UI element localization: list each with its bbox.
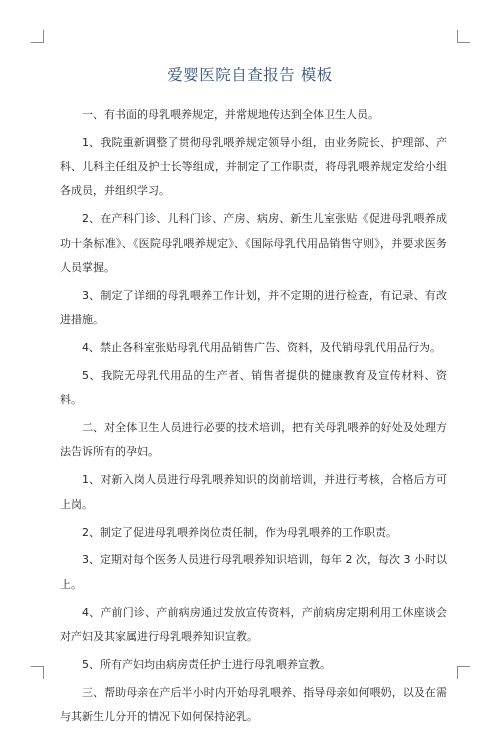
section-3-heading: 三、帮助母亲在产后半小时内开始母乳喂养、指导母亲如何喂奶，以及在需与其新生儿分开的情况下如何保持泌乳。 (60, 685, 447, 723)
crop-mark-top-left (31, 30, 44, 43)
paragraph: 2、制定了促进母乳喂养岗位责任制，作为母乳喂养的工作职责。 (82, 525, 397, 539)
paragraph: 2、在产科门诊、儿科门诊、产房、病房、新生儿室张贴《促进母乳喂养成功十条标准》、《医院母乳喂养规定》、《国际母乳代用品销售守则》，并要求医务人员掌握。 (60, 212, 447, 274)
crop-mark-bottom-left (31, 666, 44, 679)
section-1-heading: 一、有书面的母乳喂养规定，并常规地传达到全体卫生人员。 (82, 108, 379, 121)
crop-mark-top-right (457, 30, 470, 43)
document-body (60, 103, 447, 733)
paragraph: 3、制定了详细的母乳喂养工作计划，并不定期的进行检查，有记录、有改进措施。 (60, 288, 447, 327)
section-2-heading: 二、对全体卫生人员进行必要的技术培训，把有关母乳喂养的好处及处理方法告诉所有的孕妇。 (60, 421, 447, 459)
paragraph: 5、所有产妇均由病房责任护士进行母乳喂养宣教。 (82, 657, 331, 671)
document-title: 爱婴医院自查报告 模板 (167, 66, 333, 84)
crop-mark-bottom-right (457, 666, 470, 679)
paragraph: 1、我院重新调整了贯彻母乳喂养规定领导小组，由业务院长、护理部、产科、儿科主任组及护士长等组成，并制定了工作职责，将母乳喂养规定发给小组各成员，并组织学习。 (60, 135, 447, 198)
paragraph: 3、定期对每个医务人员进行母乳喂养知识培训，每年 2 次，每次 3 小时以上。 (60, 553, 447, 591)
paragraph: 4、产前门诊、产前病房通过发放宣传资料，产前病房定期利用工休座谈会对产妇及其家属进行母乳喂养知识宣教。 (60, 605, 447, 643)
paragraph: 5、我院无母乳代用品的生产者、销售者提供的健康教育及宣传材料、资料。 (60, 368, 447, 407)
paragraph: 4、禁止各科室张贴母乳代用品销售广告、资料，及代销母乳代用品行为。 (82, 341, 441, 355)
paragraph: 1、对新入岗人员进行母乳喂养知识的岗前培训，并进行考核，合格后方可上岗。 (60, 473, 447, 511)
